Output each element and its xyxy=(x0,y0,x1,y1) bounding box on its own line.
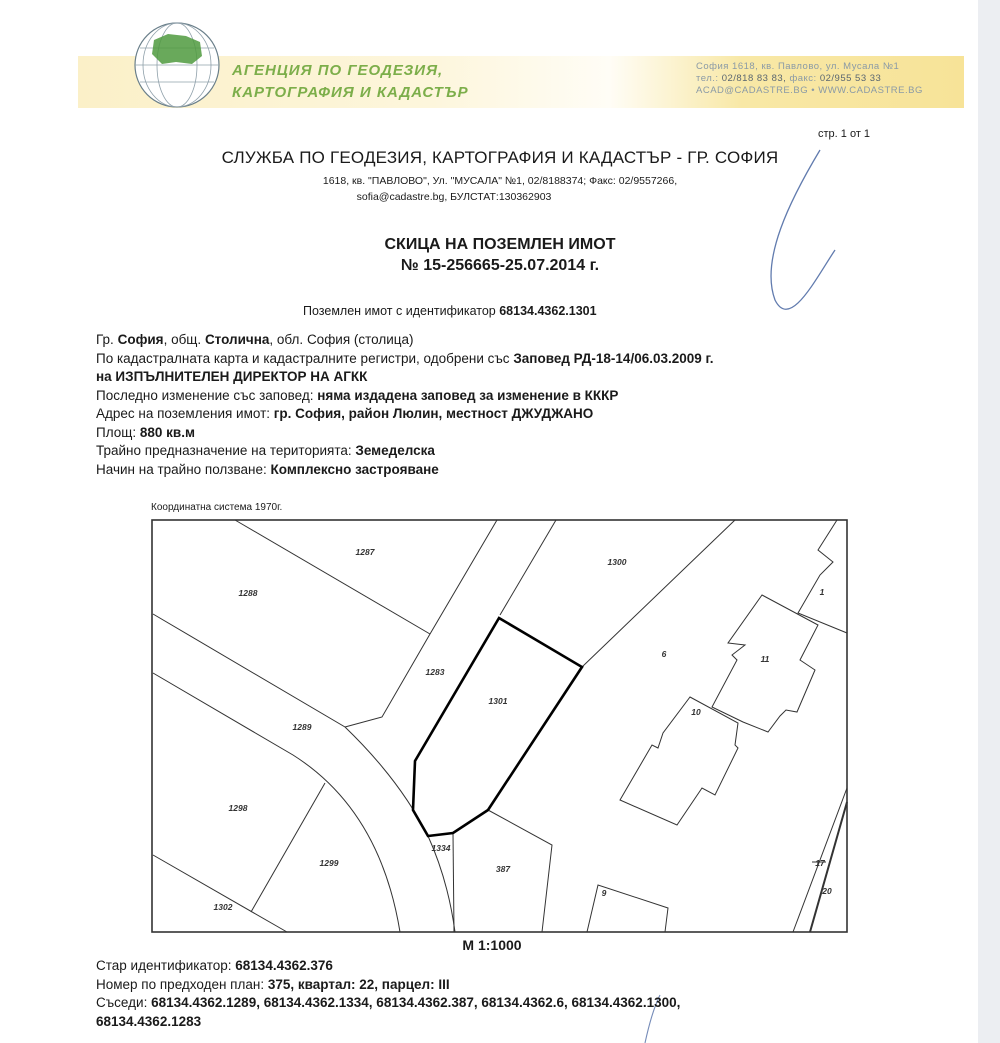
parcel-label: 1287 xyxy=(355,547,375,557)
document-number: № 15-256665-25.07.2014 г. xyxy=(400,257,600,274)
location-line: Гр. София, общ. Столична, обл. София (столица) xyxy=(96,332,414,347)
fax: 02/955 53 33 xyxy=(819,73,882,84)
parcel-label: 1302 xyxy=(213,902,233,912)
parcel-label: 10 xyxy=(691,707,701,717)
parcel-boundary xyxy=(500,520,556,615)
contact-address: София 1618, кв. Павлово, ул. Мусала №1 xyxy=(696,61,900,72)
agency-name-line1: АГЕНЦИЯ ПО ГЕОДЕЗИЯ, xyxy=(232,62,444,79)
area-line: Площ: 880 кв.м xyxy=(96,424,195,440)
parcel-label: 6 xyxy=(661,649,667,659)
previous-plan-line: Номер по предходен план: 375, квартал: 22, парцел: III xyxy=(96,976,450,992)
parcel-boundary xyxy=(798,520,847,633)
office-email: sofia@cadastre.bg, БУЛСТАТ:130362903 xyxy=(356,191,552,203)
last-change-line: Последно изменение със заповед: няма издадена заповед за изменение в КККР xyxy=(96,387,619,403)
parcel-boundary xyxy=(251,783,325,912)
agency-name-line2: КАРТОГРАФИЯ И КАДАСТЪР xyxy=(232,84,469,101)
parcel-label: 1283 xyxy=(425,667,445,677)
parcel-label: 1289 xyxy=(292,722,312,732)
parcel-boundary xyxy=(235,520,430,634)
parcel-label: 1 xyxy=(819,587,825,597)
parcel-boundary xyxy=(153,855,287,932)
office-title: СЛУЖБА ПО ГЕОДЕЗИЯ, КАРТОГРАФИЯ И КАДАСТЪР - ГР. СОФИЯ xyxy=(221,148,779,167)
contact-web: ACAD@CADASTRE.BG • WWW.CADASTRE.BG xyxy=(696,85,923,96)
neighbors-line: Съседи: 68134.4362.1289, 68134.4362.1334, 68134.4362.387, 68134.4362.6, 68134.4362.1300, xyxy=(96,995,681,1010)
parcel-label: 9 xyxy=(601,888,607,898)
page-number: стр. 1 от 1 xyxy=(818,128,871,140)
map-approval-line: По кадастралната карта и кадастралните регистри, одобрени със Заповед РД-18-14/06.03.2009 г. xyxy=(96,350,714,366)
road-boundary xyxy=(153,614,428,836)
parcel-label: 387 xyxy=(495,864,511,874)
parcel-label: 11 xyxy=(760,654,770,664)
parcel-label: 17 xyxy=(815,858,825,868)
office-address: 1618, кв. "ПАВЛОВО", Ул. "МУСАЛА" №1, 02/8188374; Факс: 02/9557266, xyxy=(322,175,678,187)
usage-line: Начин на трайно ползване: Комплексно застрояване xyxy=(96,461,439,477)
purpose-line: Трайно предназначение на територията: Земеделска xyxy=(96,443,435,458)
address-line: Адрес на поземления имот: гр. София, район Люлин, местност ДЖУДЖАНО xyxy=(96,406,594,421)
parcel-label: 1298 xyxy=(228,803,248,813)
map-scale: М 1:1000 xyxy=(462,937,522,953)
old-identifier-line: Стар идентификатор: 68134.4362.376 xyxy=(96,958,333,973)
tel: 02/818 83 83, xyxy=(721,73,787,84)
parcel-label: 1334 xyxy=(431,843,451,853)
tel-label: тел.: xyxy=(696,73,719,84)
footer-details xyxy=(96,957,680,1031)
coordinate-system: Координатна система 1970г. xyxy=(151,502,283,513)
parcel-boundary xyxy=(582,520,735,667)
document-title: СКИЦА НА ПОЗЕМЛЕН ИМОТ xyxy=(384,236,616,253)
fax-label: факс: xyxy=(789,73,817,84)
parcel-label: 1300 xyxy=(607,557,627,567)
neighbors-line-cont: 68134.4362.1283 xyxy=(96,1013,202,1029)
parcel-label: 20 xyxy=(822,886,832,896)
parcel-label: 1299 xyxy=(319,858,339,868)
road-boundary xyxy=(153,673,400,932)
parcel-label: 1301 xyxy=(488,696,508,706)
handwritten-signature xyxy=(771,150,835,309)
map-approval-by: на ИЗПЪЛНИТЕЛЕН ДИРЕКТОР НА АГКК xyxy=(96,369,368,384)
parcel-boundary xyxy=(587,885,668,932)
identifier-label: Поземлен имот с идентификатор xyxy=(303,304,496,318)
subject-parcel-1301 xyxy=(413,618,582,836)
building-10 xyxy=(620,697,738,825)
identifier-value: 68134.4362.1301 xyxy=(499,304,597,318)
parcel-label: 1288 xyxy=(238,588,258,598)
